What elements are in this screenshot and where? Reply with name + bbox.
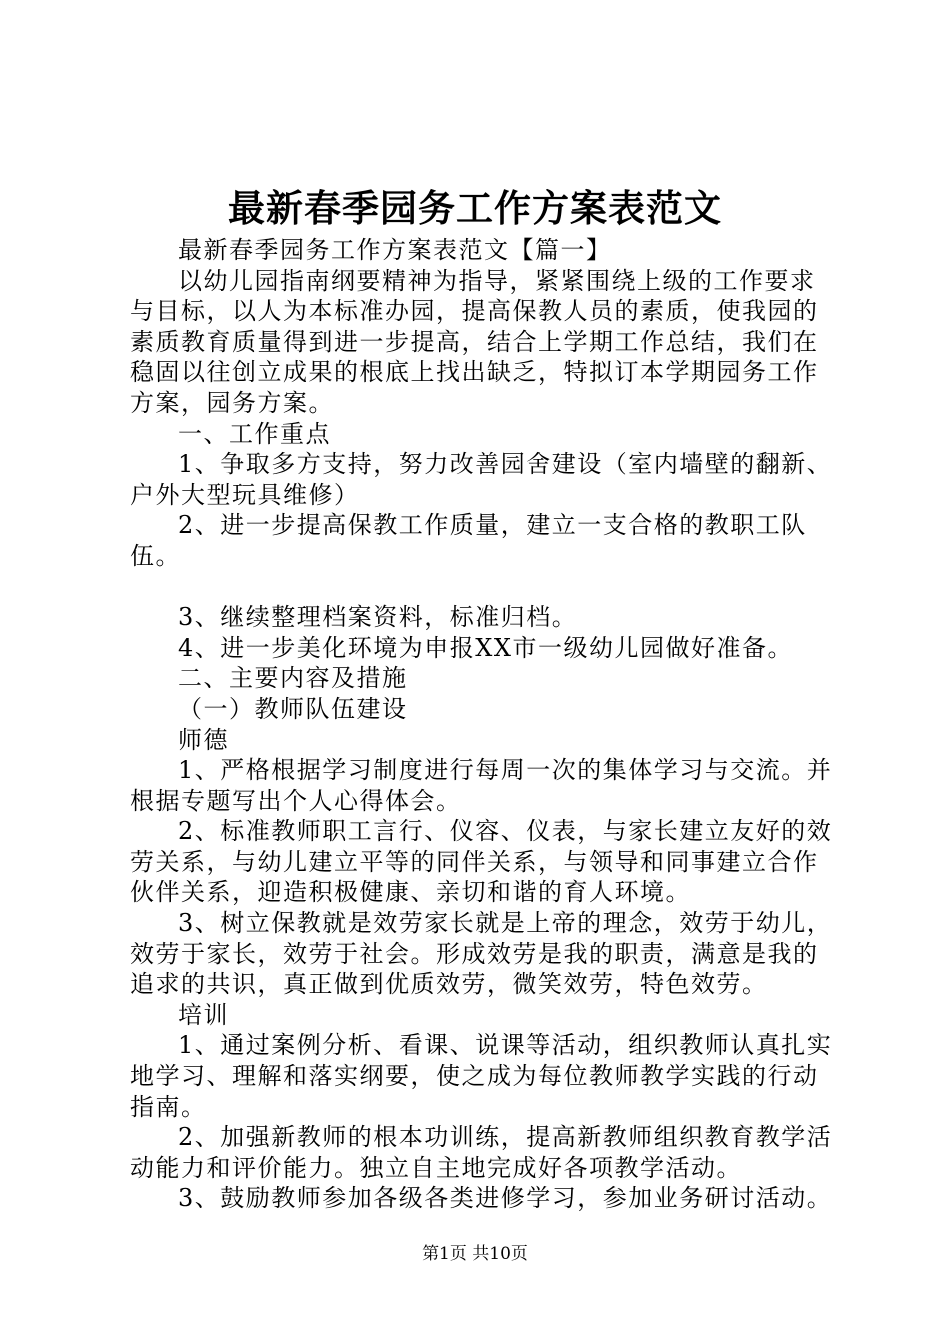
section-heading-paragraph: 最新春季园务工作方案表范文【篇一】 xyxy=(178,236,612,264)
subsection-label-ethics: 师德 xyxy=(178,725,229,754)
subsection-heading-teacher-team: （一）教师队伍建设 xyxy=(178,694,408,723)
list-item-paragraph: 1、严格根据学习制度进行每周一次的集体学习与交流。并根据专题写出个人心得体会。 xyxy=(130,756,833,815)
subsection-label-training: 培训 xyxy=(178,1000,229,1029)
list-item-paragraph: 1、通过案例分析、看课、说课等活动，组织教师认真扎实地学习、理解和落实纲要，使之成为每位教师教学实践的行动指南。 xyxy=(130,1031,833,1121)
section-heading-work-focus: 一、工作重点 xyxy=(178,419,331,448)
list-item-paragraph: 2、进一步提高保教工作质量，建立一支合格的教职工队伍。 xyxy=(130,511,807,570)
list-item-paragraph: 1、争取多方支持，努力改善园舍建设（室内墙壁的翻新、户外大型玩具维修） xyxy=(130,450,833,509)
list-item-paragraph: 2、标准教师职工言行、仪容、仪表，与家长建立友好的效劳关系，与幼儿建立平等的同伴关系，与领导和同事建立合作伙伴关系，迎造积极健康、亲切和谐的育人环境。 xyxy=(130,817,833,907)
document-body xyxy=(130,235,835,1214)
list-item-paragraph: 2、加强新教师的根本功训练，提高新教师组织教育教学活动能力和评价能力。独立自主地完成好各项教学活动。 xyxy=(130,1123,833,1182)
section-heading-main-content: 二、主要内容及措施 xyxy=(178,664,408,693)
list-item-paragraph: 3、树立保教就是效劳家长就是上帝的理念，效劳于幼儿，效劳于家长，效劳于社会。形成效劳是我的职责，满意是我的追求的共识，真正做到优质效劳，微笑效劳，特色效劳。 xyxy=(130,909,833,999)
document-title: 最新春季园务工作方案表范文 xyxy=(228,186,722,230)
list-item-paragraph: 3、鼓励教师参加各级各类进修学习，参加业务研讨活动。 xyxy=(178,1184,833,1213)
intro-paragraph: 以幼儿园指南纲要精神为指导，紧紧围绕上级的工作要求与目标，以人为本标准办园，提高保教人员的素质，使我园的素质教育质量得到进一步提高，结合上学期工作总结，我们在稳固以往创立成果的根底上找出缺乏，特拟订本学期园务工作方案，园务方案。 xyxy=(130,266,819,417)
page-number-footer: 第1页 共10页 xyxy=(422,1244,528,1264)
list-item-paragraph: 4、进一步美化环境为申报XX市一级幼儿园做好准备。 xyxy=(178,633,793,662)
list-item-paragraph: 3、继续整理档案资料，标准归档。 xyxy=(178,603,578,632)
